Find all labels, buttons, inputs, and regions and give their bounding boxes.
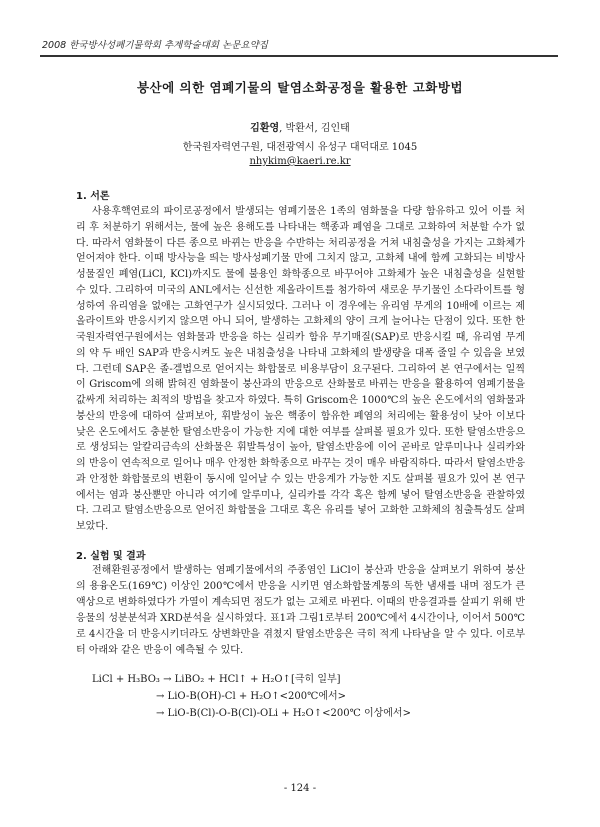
- affiliation: 한국원자력연구원, 대전광역시 유성구 대덕대로 1045: [182, 142, 418, 153]
- experiment-paragraph: 전해환원공정에서 발생하는 염폐기물에서의 주종염인 LiCl이 붕산과 반응을 살펴보기 위하여 붕산의 용융온도(169℃) 이상인 200℃에서 반응을 시키면 염소화합물계통의 독한 냄새를 내며 점도가 큰 액상으로 변화하였다가 가열이 계속되면 점도가 없는 고체로 바뀐다. 이때의 반응결과를 살피기 위해 반응물의 성분분석과 XRD분석을 실시하였다. 표1과 그림1로부터 200℃에서 4시간이나, 이어서 500℃로 4시간을 더 반응시키더라도 상변화만을 겪쳤지 탈염소반응은 극히 적게 나타남을 알 수 있다. 이로부터 아래와 같은 반응이 예측될 수 있다.: [76, 565, 525, 656]
- reaction-equations: [92, 671, 512, 722]
- reaction-line-1: LiCl + H₃BO₃ → LiBO₂ + HCl↑ + H₂O↑[극히 일부]: [92, 674, 341, 685]
- author-list: [0, 119, 600, 134]
- header-rule: [40, 55, 558, 57]
- page-number: - 124 -: [283, 783, 317, 794]
- lead-author: 김환영: [250, 123, 280, 134]
- introduction-paragraph: 사용후핵연료의 파이로공정에서 발생되는 염폐기물은 1족의 염화물을 다량 함유하고 있어 이를 처리 후 처분하기 위해서는, 물에 높은 용해도를 나타내는 핵종과 폐염을 그대로 고화하여 처분할 수가 없다. 따라서 염화물이 다른 종으로 바뀌는 반응을 수반하는 처리공정을 거쳐 내침출성을 가지는 고화체가 얻어져야 한다. 이때 방사능을 띄는 방사성폐기물 만에 그치지 않고, 고화체 내에 함께 고화되는 비방사성물질인 폐염(LiCl, KCl)까지도 물에 불용인 화학종으로 바꾸어야 고화체가 높은 내침출성을 실현할 수 있다. 그리하여 미국의 ANL에서는 신선한 제올라이트를 첨가하여 새로운 무기물인 소다라이트를 형성하여 유리염을 없애는 고화연구가 실시되었다. 그러나 이 경우에는 유리염 무게의 10배에 이르는 제올라이트와 반응시키지 않으면 아니 되어, 발생하는 고화체의 양이 크게 늘어나는 단점이 있다. 또한 한국원자력연구원에서는 염화물과 반응을 하는 실리카 함유 무기매질(SAP)로 반응시킬 때, 유리염 무게의 약 두 배인 SAP과 반응시켜도 높은 내침출성을 나타내 고화체의 발생량을 대폭 줄일 수 있음을 보였다. 그런데 SAP은 졸-겔법으로 얻어지는 화합물로 비용부담이 요구된다. 그리하여 본 연구에서는 일찍이 Griscom에 의해 밝혀진 염화물이 붕산과의 반응으로 산화물로 바뀌는 반응을 활용하여 염폐기물을 값싸게 처리하는 최적의 방법을 찾고자 하였다. 특히 Griscom은 1000℃의 높은 온도에서의 염화물과 붕산의 반응에 대하여 살펴보아, 휘발성이 높은 핵종이 함유한 폐염의 처리에는 활용성이 낮아 이보다 낮은 온도에서도 충분한 탈염소반응이 가능한 지에 대한 여부를 살펴볼 필요가 있다. 또한 탈염소반응으로 생성되는 알칼리금속의 산화물은 휘발특성이 높아, 탈염소반응에 이어 곧바로 알루미나나 실리카와의 반응이 연속적으로 일어나 매우 안정한 화학종으로 바꾸는 것이 매우 바람직하다. 따라서 탈염소반응과 안정한 화합물로의 변환이 동시에 일어날 수 있는 반응계가 가능한 지도 살펴볼 필요가 있어 본 연구에서는 염과 붕산뿐만 아니라 여기에 알루미나, 실리카를 각각 혹은 함께 넣어 탈염소반응을 관찰하였다. 그리고 탈염소반응으로 얻어진 화합물을 그대로 혹은 유리를 넣어 고화한 고화체의 침출특성도 살펴보았다.: [76, 206, 525, 532]
- running-header: 2008 한국방사성폐기물학회 추계학술대회 논문요약집: [42, 40, 268, 51]
- author-email[interactable]: nhykim@kaeri.re.kr: [249, 156, 351, 167]
- paper-title: 붕산에 의한 염폐기물의 탈염소화공정을 활용한 고화방법: [136, 80, 464, 95]
- reaction-line-2: → LiO-B(OH)-Cl + H₂O↑<200℃에서>: [156, 691, 347, 702]
- reaction-line-3: → LiO-B(Cl)-O-B(Cl)-OLi + H₂O↑<200℃ 이상에서>: [156, 708, 411, 719]
- co-authors: , 박환서, 김인태: [279, 123, 350, 134]
- section-heading-introduction: 1. 서론: [76, 191, 110, 202]
- section-heading-experiment: 2. 실험 및 결과: [76, 551, 146, 562]
